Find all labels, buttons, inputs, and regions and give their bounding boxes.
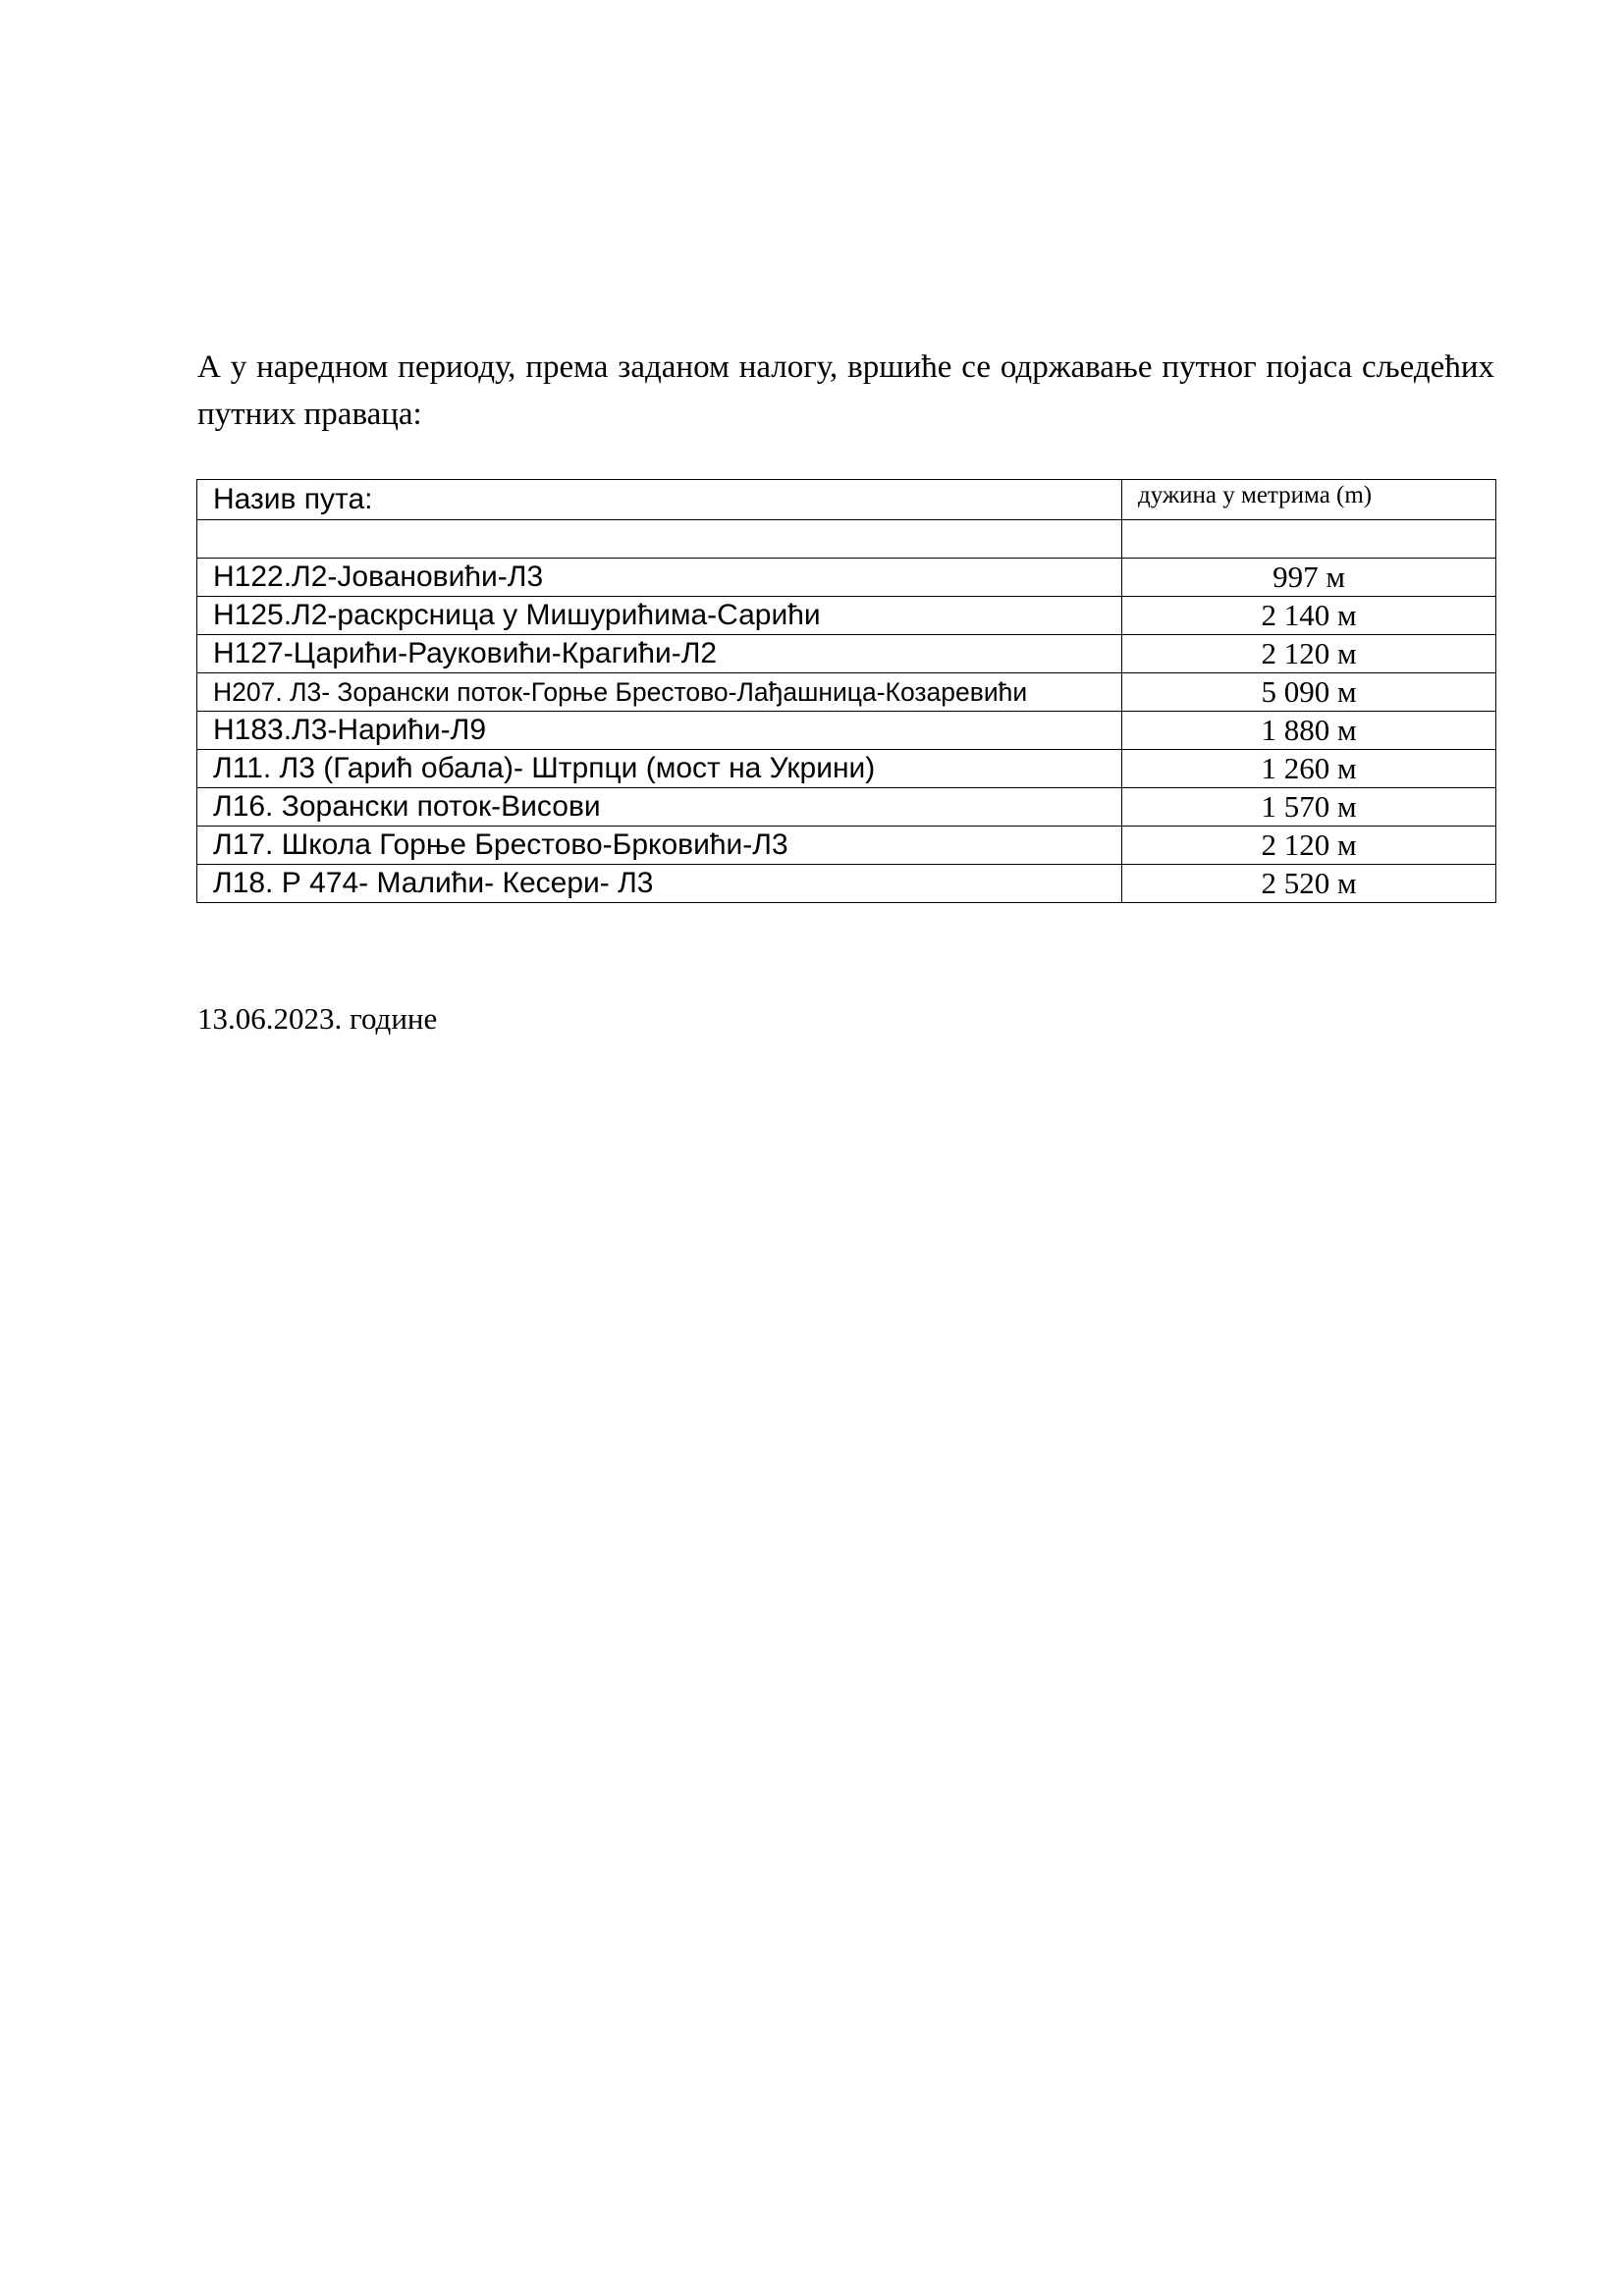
table-row	[197, 750, 1496, 788]
road-name-cell: Л18. Р 474- Малићи- Кесери- Л3	[197, 865, 1122, 903]
intro-paragraph: А у наредном периоду, према заданом налогу, вршиће се одржавање путног појаса сљедећих путних праваца:	[197, 349, 1494, 432]
road-length-cell: 1 880 м	[1122, 712, 1496, 750]
road-name-cell: Н125.Л2-раскрсница у Мишурићима-Сарићи	[197, 597, 1122, 635]
table-row	[197, 865, 1496, 903]
table-row	[197, 788, 1496, 827]
table-row	[197, 712, 1496, 750]
empty-cell	[197, 520, 1122, 559]
road-name-cell: Н207. Л3- Зорански поток-Горње Брестово-Лађашница-Козаревићи	[197, 673, 1122, 712]
road-name-cell: Н122.Л2-Јовановићи-Л3	[197, 559, 1122, 597]
road-name-cell: Л11. Л3 (Гарић обала)- Штрпци (мост на Укрини)	[197, 750, 1122, 788]
table-row	[197, 559, 1496, 597]
road-length-cell: 5 090 м	[1122, 673, 1496, 712]
table-row	[197, 635, 1496, 673]
road-name-cell: Л16. Зорански поток-Висови	[197, 788, 1122, 827]
road-length-cell: 2 140 м	[1122, 597, 1496, 635]
roads-table	[196, 479, 1496, 903]
table-header-row	[197, 480, 1496, 520]
road-length-cell: 997 м	[1122, 559, 1496, 597]
table-empty-row	[197, 520, 1496, 559]
header-length: дужина у метрима (m)	[1122, 480, 1496, 520]
road-length-cell: 2 120 м	[1122, 827, 1496, 865]
road-length-cell: 2 520 м	[1122, 865, 1496, 903]
table-row	[197, 597, 1496, 635]
road-length-cell: 2 120 м	[1122, 635, 1496, 673]
empty-cell	[1122, 520, 1496, 559]
table-row	[197, 673, 1496, 712]
road-name-cell: Л17. Школа Горње Брестово-Брковићи-Л3	[197, 827, 1122, 865]
document-date: 13.06.2023. године	[197, 1001, 438, 1036]
table-row	[197, 827, 1496, 865]
header-road-name: Назив пута:	[197, 480, 1122, 520]
road-length-cell: 1 570 м	[1122, 788, 1496, 827]
road-name-cell: Н127-Царићи-Рауковићи-Крагићи-Л2	[197, 635, 1122, 673]
road-length-cell: 1 260 м	[1122, 750, 1496, 788]
road-name-cell: Н183.Л3-Нарићи-Л9	[197, 712, 1122, 750]
